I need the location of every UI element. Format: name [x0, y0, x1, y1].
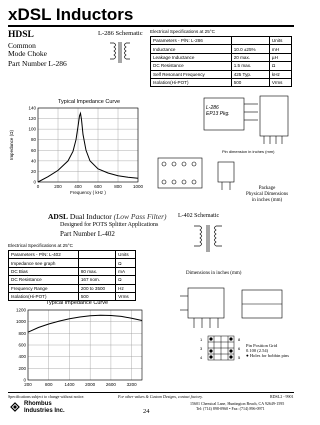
x-tick-label: 3200 — [126, 382, 137, 387]
hdsl-schematic — [108, 37, 138, 67]
y-tick-label: 120 — [28, 116, 36, 122]
y-tick-label: 0 — [23, 377, 26, 383]
y-tick-label: 400 — [18, 354, 26, 360]
pin-note-line: 0.100 (2.54) — [246, 348, 269, 353]
y-tick-label: 1000 — [15, 319, 26, 325]
table-cell: Self Resonant Frequency — [151, 70, 232, 78]
table-cell — [78, 251, 115, 259]
table-row — [9, 259, 136, 267]
table-cell: 500 — [78, 292, 115, 300]
company-name-line: Rhombus — [24, 401, 52, 407]
table-cell: 20 max. — [231, 53, 269, 61]
table-row — [151, 53, 292, 61]
adsl-dims-title: Dimensions in inches (mm) — [186, 271, 242, 276]
adsl-impedance-chart — [4, 306, 150, 392]
table-cell: DC Bias — [9, 267, 79, 275]
y-tick-label: 140 — [28, 105, 36, 111]
table-cell: Hz — [116, 284, 136, 292]
table-cell: Leakage Inductance — [151, 53, 232, 61]
table-cell: 425 Typ. — [231, 70, 269, 78]
plot-frame — [38, 108, 138, 182]
footer-code: RDSL2 - 9901 — [270, 394, 294, 399]
svg-text:3: 3 — [200, 346, 203, 351]
adsl-schematic-label: L-402 Schematic — [178, 213, 220, 219]
table-row — [9, 276, 136, 284]
table-cell: Ω — [116, 259, 136, 267]
table-row — [151, 78, 292, 86]
table-row — [151, 37, 292, 45]
table-cell: mH — [269, 45, 291, 53]
hdsl-side-drawing — [214, 158, 240, 194]
title-rule — [8, 25, 294, 27]
package-type: EP13 Pkg. — [206, 111, 230, 117]
svg-text:1: 1 — [200, 337, 203, 342]
adsl-heading-italic: (Low Pass Filter) — [113, 212, 167, 221]
x-tick-label: 800 — [44, 382, 53, 387]
hdsl-curve-title: Typical Impedance Curve — [58, 99, 121, 105]
hdsl-heading: HDSL — [8, 30, 34, 40]
x-tick-label: 800 — [114, 184, 122, 189]
y-tick-label: 0 — [33, 179, 36, 185]
table-row — [151, 62, 292, 70]
hdsl-footprint-drawing — [152, 152, 212, 198]
adsl-heading-bold: ADSL — [48, 212, 69, 221]
y-tick-label: 80 — [30, 137, 36, 143]
table-cell: Units — [269, 37, 291, 45]
x-axis-label: Frequency ( kHz ) — [70, 190, 106, 195]
hdsl-type-line2: Mode Choke — [8, 49, 47, 58]
table-cell: µH — [269, 53, 291, 61]
adsl-spec-table — [8, 250, 136, 301]
svg-text:4: 4 — [200, 355, 203, 360]
dims-caption-line: Physical Dimensions — [246, 192, 289, 197]
x-tick-label: 1000 — [132, 184, 144, 189]
table-cell — [231, 37, 269, 45]
y-tick-label: 20 — [30, 168, 36, 174]
hdsl-spec-table — [150, 36, 292, 87]
y-tick-label: 40 — [30, 158, 36, 164]
hdsl-part-number: Part Number L-286 — [8, 59, 67, 68]
table-cell: Vrms — [116, 292, 136, 300]
table-cell: 80 max. — [78, 267, 115, 275]
svg-text:5: 5 — [238, 355, 241, 360]
adsl-curve-title: Typical Impedance Curve — [46, 300, 109, 306]
table-cell: mA — [116, 267, 136, 275]
hdsl-impedance-chart — [8, 104, 148, 200]
table-cell: Parameters - P/N: L-286 — [151, 37, 232, 45]
page-title: xDSL Inductors — [8, 5, 134, 24]
table-cell: Frequency Range — [9, 284, 79, 292]
adsl-subtitle: Designed for POTS Splitter Applications — [60, 222, 159, 228]
table-cell: Isolation(Hi-POT) — [151, 78, 232, 86]
hdsl-pin-note: Pin dimension in inches (mm) — [222, 149, 275, 154]
table-cell: DC Resistance — [151, 62, 232, 70]
table-cell: Vrms — [269, 78, 291, 86]
table-cell — [78, 259, 115, 267]
y-tick-label: 60 — [30, 147, 36, 153]
hdsl-dims-caption — [246, 186, 288, 204]
table-cell: Impedance see graph — [9, 259, 79, 267]
company-name-line: Industries Inc. — [24, 407, 65, 414]
x-tick-label: 2600 — [105, 382, 116, 387]
svg-text:8: 8 — [238, 337, 241, 342]
dims-caption-line: Package — [258, 186, 276, 191]
footer-disclaimer: Specifications subject to change without notice. — [8, 394, 85, 399]
company-name — [24, 401, 65, 414]
x-tick-label: 2000 — [85, 382, 96, 387]
package-name: L-286 — [206, 105, 219, 111]
pin-note-line: Pin Position Grid — [246, 343, 278, 348]
table-cell: Ω — [269, 62, 291, 70]
dims-caption-line: in inches (mm) — [251, 198, 283, 203]
table-row — [9, 284, 136, 292]
x-tick-label: 200 — [54, 184, 62, 189]
x-tick-label: 600 — [94, 184, 102, 189]
adsl-part-number: Part Number L-402 — [60, 230, 115, 238]
series-line — [28, 315, 142, 332]
x-tick-label: 400 — [74, 184, 82, 189]
table-cell: 200 to 3500 — [78, 284, 115, 292]
x-tick-label: 1400 — [64, 382, 75, 387]
adsl-schematic — [190, 222, 230, 256]
pin-note-line: ● Holes for bobbin pins — [246, 353, 289, 358]
adsl-pin-grid — [200, 335, 244, 361]
table-cell: 500 — [231, 78, 269, 86]
x-tick-label: 0 — [36, 184, 40, 189]
y-tick-label: 100 — [28, 126, 36, 132]
adsl-spec-caption: Electrical Specifications at 25°C — [8, 243, 73, 248]
svg-text:6: 6 — [238, 346, 241, 351]
table-cell: 167 nom. — [78, 276, 115, 284]
table-cell: Parameters - P/N: L-402 — [9, 251, 79, 259]
table-cell: DC Resistance — [9, 276, 79, 284]
company-address: 15601 Chemical Lane, Huntington Beach, CA 92649-1595 — [190, 401, 285, 406]
footer-contact: For other values & Custom Designs, contact factory. — [118, 394, 203, 399]
pin-note-text: Holes for bobbin pins — [249, 353, 289, 358]
table-cell: kHz — [269, 70, 291, 78]
y-tick-label: 800 — [18, 330, 26, 336]
y-axis-label: Impedance (Ω) — [9, 130, 14, 160]
hdsl-spec-caption: Electrical Specifications at 25°C — [150, 29, 215, 34]
hdsl-package-drawing — [200, 92, 295, 147]
table-cell: Ω — [116, 276, 136, 284]
table-row — [151, 45, 292, 53]
adsl-pin-note — [246, 343, 289, 358]
table-row — [9, 251, 136, 259]
y-tick-label: 1200 — [15, 307, 26, 313]
series-line — [38, 113, 138, 182]
table-row — [9, 267, 136, 275]
adsl-dimension-drawings — [150, 278, 298, 334]
hdsl-package-label — [206, 105, 230, 117]
company-phone: Tel: (714) 898-0960 • Fax: (714) 896-0971 — [196, 406, 265, 411]
x-tick-label: 200 — [24, 382, 32, 387]
table-cell: 1.5 max. — [231, 62, 269, 70]
page-number: 24 — [143, 408, 150, 415]
table-cell: Units — [116, 251, 136, 259]
rhombus-logo-icon — [8, 401, 22, 413]
table-cell: Isolation(Hi-POT) — [9, 292, 79, 300]
y-tick-label: 600 — [18, 342, 26, 348]
table-cell: 10.0 ±25% — [231, 45, 269, 53]
adsl-heading-rest: Dual Inductor — [69, 212, 112, 221]
table-cell: Inductance — [151, 45, 232, 53]
hdsl-schematic-label: L-286 Schematic — [98, 30, 143, 37]
adsl-heading — [48, 213, 167, 222]
table-row — [151, 70, 292, 78]
package-end-view — [260, 96, 288, 136]
hdsl-type-line1: Common — [8, 41, 36, 50]
y-tick-label: 200 — [18, 365, 26, 371]
footer-rule — [8, 392, 294, 393]
